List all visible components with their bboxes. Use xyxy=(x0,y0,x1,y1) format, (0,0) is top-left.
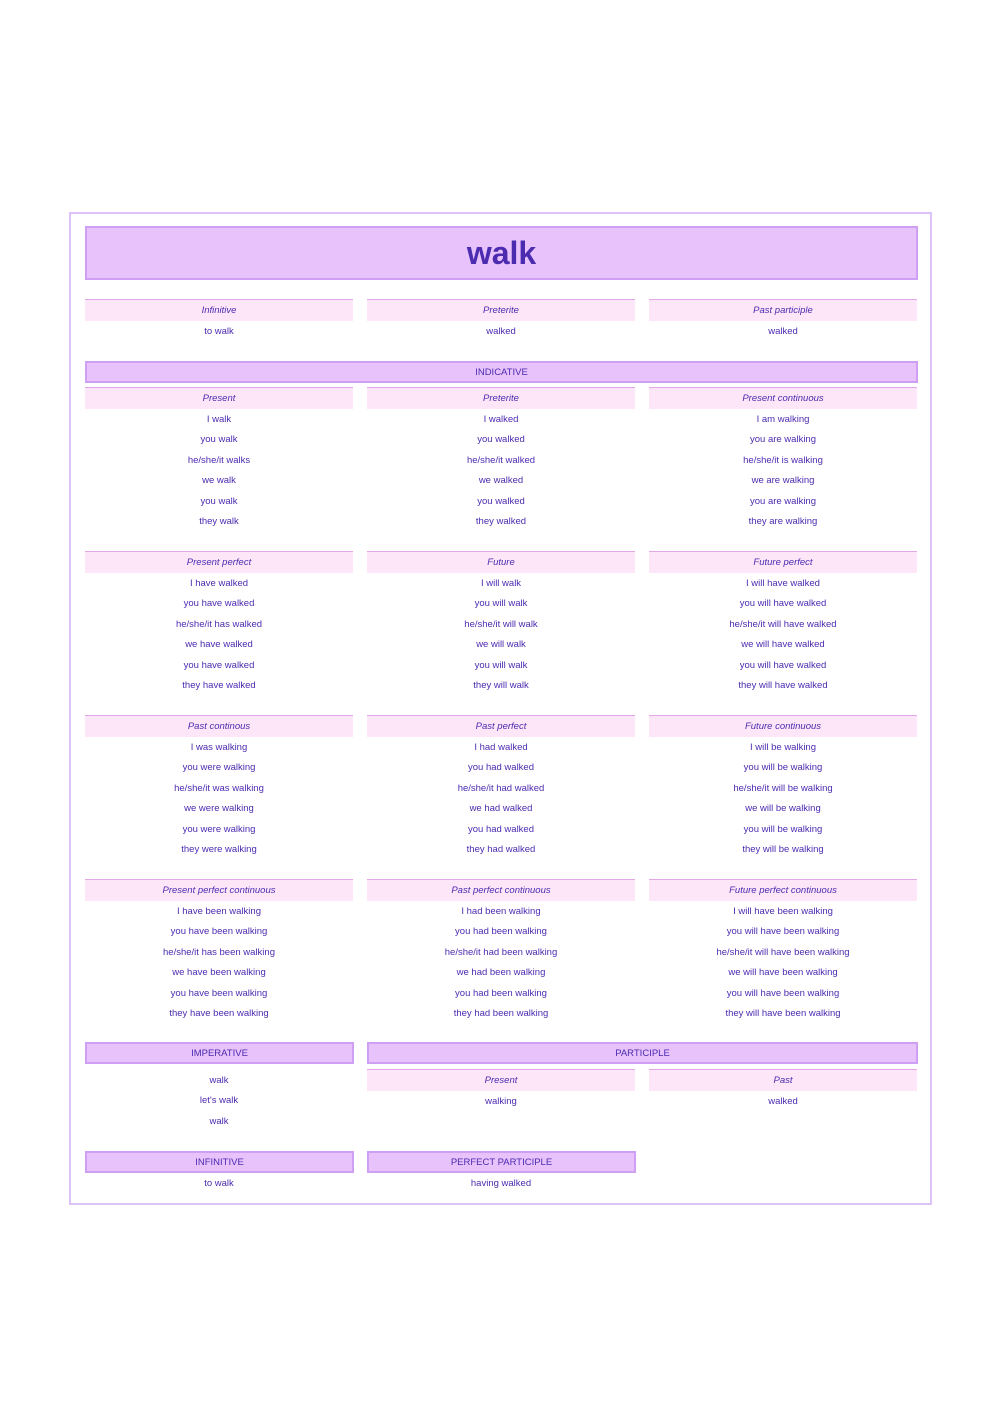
conjugation-form: they will be walking xyxy=(742,844,824,856)
form: to walk xyxy=(204,325,234,337)
conjugation-form: we have been walking xyxy=(172,967,266,979)
conjugation-form: we will have walked xyxy=(741,639,825,651)
conjugation-form: they have walked xyxy=(182,680,256,692)
conjugation-form: they walk xyxy=(199,516,239,528)
form: walk xyxy=(209,1074,229,1086)
conjugation-form: we had been walking xyxy=(456,967,546,979)
conjugation-form: he/she/it had walked xyxy=(457,782,545,794)
conjugation-form: you will have been walking xyxy=(726,926,840,938)
conjugation-form: you walk xyxy=(200,434,238,446)
conjugation-form: you had been walking xyxy=(455,987,547,999)
conjugation-form: he/she/it is walking xyxy=(743,454,823,466)
conjugation-form: they have been walking xyxy=(169,1008,269,1020)
column-header: Past xyxy=(649,1069,917,1091)
column-header: Preterite xyxy=(367,299,635,321)
tense-column xyxy=(649,715,917,860)
conjugation-form: you will have been walking xyxy=(726,987,840,999)
conjugation-form: you had been walking xyxy=(455,926,547,938)
conjugation-form: I had walked xyxy=(474,741,528,753)
principal-preterite xyxy=(367,299,635,342)
participle-present xyxy=(367,1069,635,1112)
tense-column xyxy=(649,551,917,696)
conjugation-form: I will walk xyxy=(480,577,522,589)
conjugation-form: he/she/it will walk xyxy=(464,618,538,630)
tense-column xyxy=(649,387,917,532)
conjugation-form: we will walk xyxy=(476,639,526,651)
conjugation-form: I have been walking xyxy=(177,905,261,917)
form: let's walk xyxy=(199,1095,239,1107)
conjugation-form: he/she/it will have walked xyxy=(729,618,837,630)
form: walking xyxy=(485,1095,517,1107)
conjugation-form: you are walking xyxy=(749,495,816,507)
tense-header: Past continous xyxy=(85,715,353,737)
conjugation-form: they had been walking xyxy=(453,1008,549,1020)
form: having walked xyxy=(470,1177,532,1189)
tense-header: Future perfect continuous xyxy=(649,879,917,901)
conjugation-form: you had walked xyxy=(467,762,535,774)
conjugation-form: they are walking xyxy=(748,516,818,528)
tense-header: Present continuous xyxy=(649,387,917,409)
conjugation-form: you will walk xyxy=(474,598,528,610)
conjugation-form: he/she/it walks xyxy=(187,454,251,466)
conjugation-form: I was walking xyxy=(190,741,248,753)
conjugation-form: I walked xyxy=(483,413,519,425)
conjugation-form: you will have walked xyxy=(739,598,827,610)
conjugation-form: you have walked xyxy=(183,659,255,671)
conjugation-form: you are walking xyxy=(749,434,816,446)
tense-header: Preterite xyxy=(367,387,635,409)
conjugation-form: he/she/it has walked xyxy=(175,618,263,630)
conjugation-form: he/she/it had been walking xyxy=(444,946,558,958)
column-header: Infinitive xyxy=(85,299,353,321)
tense-header: Present xyxy=(85,387,353,409)
conjugation-form: I have walked xyxy=(189,577,249,589)
conjugation-form: I will have walked xyxy=(746,577,820,589)
conjugation-form: you walk xyxy=(200,495,238,507)
conjugation-form: we are walking xyxy=(751,475,815,487)
conjugation-form: you have been walking xyxy=(170,926,268,938)
section-imperative: IMPERATIVE xyxy=(85,1042,354,1064)
tense-header: Past perfect continuous xyxy=(367,879,635,901)
tense-header: Future xyxy=(367,551,635,573)
tense-column xyxy=(85,879,353,1024)
column-header: Present xyxy=(367,1069,635,1091)
conjugation-form: they will have walked xyxy=(738,680,828,692)
conjugation-form: we will be walking xyxy=(745,803,821,815)
participle-past xyxy=(649,1069,917,1112)
conjugation-form: I had been walking xyxy=(461,905,541,917)
perfect-participle-column xyxy=(367,1173,635,1194)
conjugation-form: he/she/it will be walking xyxy=(733,782,833,794)
section-indicative: INDICATIVE xyxy=(85,361,918,383)
conjugation-form: you have been walking xyxy=(170,987,268,999)
column-header: Past participle xyxy=(649,299,917,321)
conjugation-form: they were walking xyxy=(181,844,257,856)
section-infinitive: INFINITIVE xyxy=(85,1151,354,1173)
conjugation-form: we were walking xyxy=(184,803,254,815)
tense-column xyxy=(367,387,635,532)
section-participle: PARTICIPLE xyxy=(367,1042,918,1064)
principal-past-participle xyxy=(649,299,917,342)
conjugation-form: we walk xyxy=(202,475,236,487)
conjugation-form: we will have been walking xyxy=(728,967,838,979)
conjugation-form: they will have been walking xyxy=(725,1008,841,1020)
conjugation-form: I walk xyxy=(206,413,232,425)
tense-header: Future continuous xyxy=(649,715,917,737)
conjugation-form: you were walking xyxy=(182,762,256,774)
form: walked xyxy=(768,325,798,337)
principal-infinitive xyxy=(85,299,353,342)
conjugation-form: they walked xyxy=(475,516,527,528)
conjugation-form: I will have been walking xyxy=(733,905,833,917)
infinitive-column xyxy=(85,1173,353,1194)
tense-column xyxy=(85,715,353,860)
tense-header: Past perfect xyxy=(367,715,635,737)
conjugation-form: you will be walking xyxy=(743,762,823,774)
form: walked xyxy=(768,1095,798,1107)
section-perfect-participle: PERFECT PARTICIPLE xyxy=(367,1151,636,1173)
tense-column xyxy=(367,551,635,696)
conjugation-form: he/she/it will have been walking xyxy=(716,946,850,958)
conjugation-form: you have walked xyxy=(183,598,255,610)
conjugation-form: you were walking xyxy=(182,823,256,835)
form: walked xyxy=(486,325,516,337)
verb-title: walk xyxy=(85,226,918,280)
tense-header: Present perfect xyxy=(85,551,353,573)
conjugation-form: they had walked xyxy=(466,844,536,856)
form: walk xyxy=(209,1115,229,1127)
conjugation-form: you walked xyxy=(477,495,525,507)
tense-column xyxy=(85,387,353,532)
tense-header: Future perfect xyxy=(649,551,917,573)
conjugation-form: he/she/it walked xyxy=(466,454,536,466)
conjugation-form: you walked xyxy=(477,434,525,446)
conjugation-form: you will have walked xyxy=(739,659,827,671)
tense-column xyxy=(85,551,353,696)
conjugation-form: I am walking xyxy=(756,413,810,425)
conjugation-form: I will be walking xyxy=(750,741,816,753)
tense-column xyxy=(367,879,635,1024)
imperative-column xyxy=(85,1070,353,1132)
conjugation-form: we walked xyxy=(478,475,524,487)
conjugation-form: you will walk xyxy=(474,659,528,671)
conjugation-form: we had walked xyxy=(469,803,533,815)
tense-header: Present perfect continuous xyxy=(85,879,353,901)
conjugation-form: we have walked xyxy=(185,639,253,651)
tense-column xyxy=(367,715,635,860)
tense-column xyxy=(649,879,917,1024)
conjugation-form: he/she/it has been walking xyxy=(163,946,275,958)
conjugation-form: you had walked xyxy=(467,823,535,835)
conjugation-form: they will walk xyxy=(473,680,529,692)
conjugation-form: you will be walking xyxy=(743,823,823,835)
conjugation-form: he/she/it was walking xyxy=(174,782,264,794)
form: to walk xyxy=(204,1177,234,1189)
